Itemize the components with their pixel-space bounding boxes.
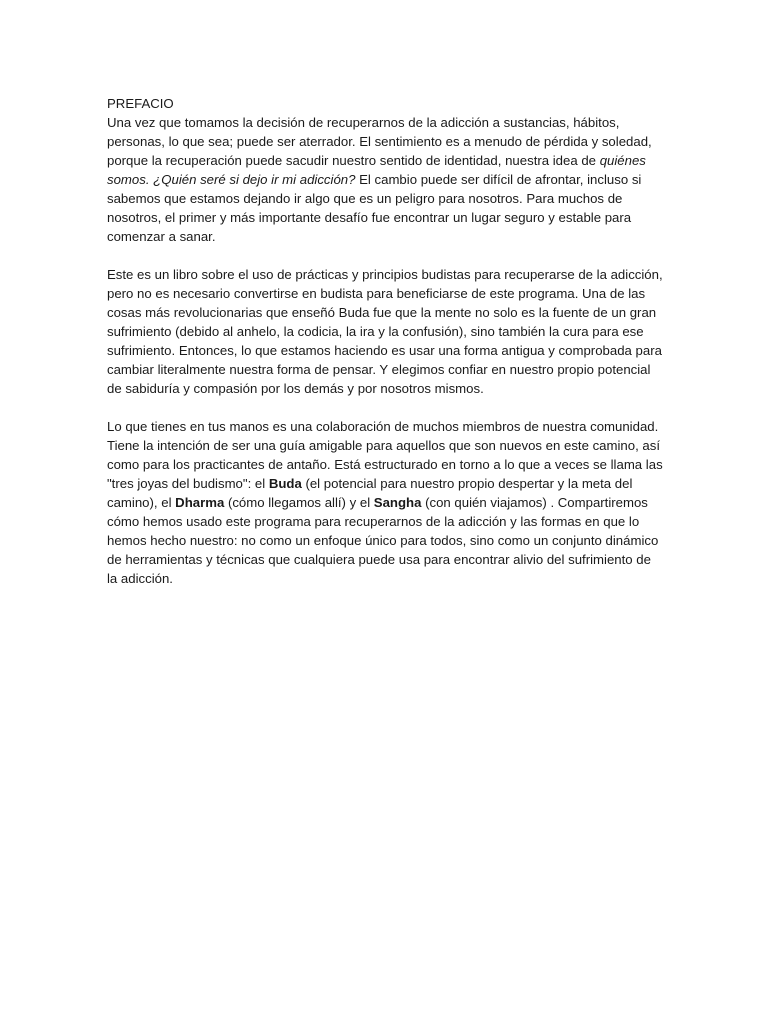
paragraph-1-text-b: El cambio puede ser difícil de afrontar, incluso si sabemos que estamos dejando ir algo que es un peligro para nosotros. Para muchos de nosotros, el primer y más importante desafío fue encontrar un lugar seguro y estable para comenzar a sanar. xyxy=(107,172,642,244)
paragraph-1 xyxy=(107,113,663,246)
paragraph-2: Este es un libro sobre el uso de prácticas y principios budistas para recuperarse de la adicción, pero no es necesario convertirse en budista para beneficiarse de este programa. Una de las cosas más revolucionarias que enseñó Buda fue que la mente no solo es la fuente de un gran sufrimiento (debido al anhelo, la codicia, la ira y la confusión), sino también la cura para ese sufrimiento. Entonces, lo que estamos haciendo es usar una forma antigua y comprobada para cambiar literalmente nuestra forma de pensar. Y elegimos confiar en nuestro propio potencial de sabiduría y compasión por los demás y por nosotros mismos. xyxy=(107,267,663,396)
paragraph-3-text-c: (cómo llegamos allí) y el xyxy=(224,495,374,510)
paragraph-3-text-d: (con quién viajamos) . Compartiremos cómo hemos usado este programa para recuperarnos de la adicción y las formas en que lo hemos hecho nuestro: no como un enfoque único para todos, sino como un conjunto dinámico de herramientas y técnicas que cualquiera puede usa para encontrar alivio del sufrimiento de la adicción. xyxy=(107,495,659,586)
paragraph-3-text-b: (el potencial para nuestro propio despertar y la meta del camino), el xyxy=(107,476,633,510)
paragraph-3-text-a: Lo que tienes en tus manos es una colaboración de muchos miembros de nuestra comunidad. Tiene la intención de ser una guía amigable para aquellos que son nuevos en este camino, así como para los practicantes de antaño. Está estructurado en torno a lo que a veces se llama las "tres joyas del budismo": el xyxy=(107,419,663,491)
term-sangha: Sangha xyxy=(373,495,422,510)
term-dharma: Dharma xyxy=(175,495,225,510)
document-body xyxy=(107,94,663,607)
paragraph-3 xyxy=(107,417,663,588)
paragraph-1-italic: quiénes somos. ¿Quién seré si dejo ir mi adicción? xyxy=(107,153,646,187)
heading-prefacio: PREFACIO xyxy=(107,96,174,111)
paragraph-1-text-a: Una vez que tomamos la decisión de recuperarnos de la adicción a sustancias, hábitos, personas, lo que sea; puede ser aterrador. El sentimiento es a menudo de pérdida y soledad, porque la recuperación puede sacudir nuestro sentido de identidad, nuestra idea de xyxy=(107,115,652,168)
term-buda: Buda xyxy=(268,476,302,491)
